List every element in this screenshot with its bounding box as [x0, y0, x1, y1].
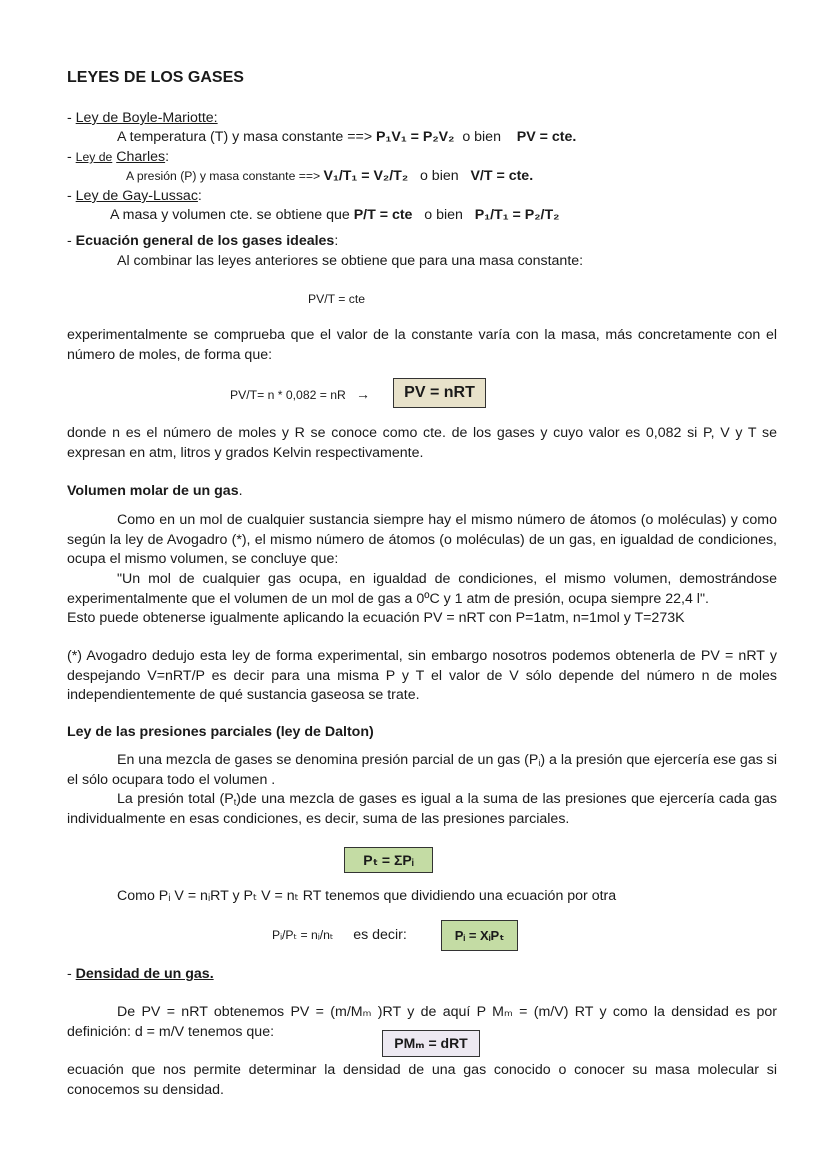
avogadro-note: (*) Avogadro dedujo esta ley de forma experimental, sin embargo nosotros podemos obtenerla de PV = nRT y despejando V=nRT/P es decir para una misma P y T el valor de V sólo depende del número n de moles independientemente de qué sustancia gaseosa se trate. — [67, 648, 777, 704]
arrow-icon: → — [356, 386, 371, 402]
sub: t — [233, 797, 237, 807]
ideal-gas-box: PV = nRT — [393, 378, 486, 408]
total-pressure-box: Pₜ = ΣPᵢ — [344, 847, 433, 873]
charles-or: o bien — [419, 168, 459, 184]
charles-statement — [126, 167, 533, 186]
boyle-equation: P₁V₁ = P₂V₂ — [376, 129, 455, 145]
general-heading-text: Ecuación general de los gases ideales — [75, 233, 335, 249]
molar-p2: "Un mol de cualquier gas ocupa, en igualdad de condiciones, el mismo volumen, demostrándose experimentalmente que el volumen de un mol de gas a 0ºC y 1 atm de presión, ocupa siempre 22,4 l". — [67, 571, 777, 607]
colon: : — [334, 233, 339, 249]
gaylussac-or: o bien — [424, 207, 463, 223]
colon: : — [197, 188, 202, 204]
dalton-p2 — [67, 790, 777, 829]
dalton-p1a: En una mezcla de gases se denomina presión parcial de un gas (P — [117, 752, 539, 768]
charles-heading — [67, 148, 169, 167]
boyle-heading — [67, 109, 218, 128]
ratio-text: Pᵢ/Pₜ = nᵢ/nₜ — [272, 928, 334, 942]
molar-p1: Como en un mol de cualquier sustancia siempre hay el mismo número de átomos (o moléculas) y como según la ley de Avogadro (*), el mismo número de átomos (o moléculas) de un gas, en igualdad de condiciones, ocupa el mismo volumen, se concluye que: — [67, 512, 777, 568]
partial-pressure-box: Pᵢ = XᵢPₜ — [441, 920, 518, 951]
gaylussac-heading — [67, 187, 202, 206]
general-paragraph2: donde n es el número de moles y R se conoce como cte. de los gases y cuyo valor es 0,082 si P, V y T se expresan en atm, litros y grados Kelvin respectivamente. — [67, 425, 777, 461]
charles-prefix: Ley de — [75, 150, 113, 164]
general-formula2 — [230, 385, 370, 405]
density-p2: ecuación que nos permite determinar la densidad de una gas conocido o conocer su masa molecular si conocemos su densidad. — [67, 1062, 777, 1098]
boyle-statement — [117, 128, 576, 147]
charles-text: A presión (P) y masa constante ==> — [126, 169, 324, 183]
molar-heading — [67, 482, 243, 501]
formula2-text: PV/T= n * 0,082 = nR — [230, 388, 346, 402]
density-p1: De PV = nRT obtenemos PV = (m/Mₘ )RT y de aquí P Mₘ = (m/V) RT y como la densidad es por definición: d = m/V tenemos que: — [67, 1004, 777, 1040]
dalton-p1b: ) a la presión que ejercería ese gas si el sólo ocupara todo el volumen . — [67, 752, 778, 788]
dash: - — [67, 966, 76, 982]
es-decir-text: es decir: — [353, 927, 407, 943]
dash: - — [67, 149, 76, 165]
general-intro: Al combinar las leyes anteriores se obtiene que para una masa constante: — [117, 253, 584, 269]
dash: - — [67, 233, 76, 249]
density-box: PMₘ = dRT — [382, 1030, 480, 1057]
charles-law-name: Charles — [116, 149, 166, 165]
general-formula: PV/T = cte — [308, 292, 366, 306]
boyle-text: A temperatura (T) y masa constante ==> — [117, 129, 377, 145]
boyle-constant: PV = cte. — [516, 129, 577, 145]
charles-equation: V₁/T₁ = V₂/T₂ — [323, 168, 409, 184]
dalton-p1 — [67, 751, 777, 790]
page-title: LEYES DE LOS GASES — [67, 69, 244, 86]
dot: . — [238, 483, 243, 499]
molar-heading-text: Volumen molar de un gas — [67, 483, 239, 499]
molar-p3: Esto puede obtenerse igualmente aplicando la ecuación PV = nRT con P=1atm, n=1mol y T=273K — [67, 610, 685, 626]
general-paragraph: experimentalmente se comprueba que el valor de la constante varía con la masa, más concretamente con el número de moles, de forma que: — [67, 327, 777, 363]
gaylussac-constant: P₁/T₁ = P₂/T₂ — [474, 207, 560, 223]
general-heading — [67, 232, 338, 251]
dalton-ratio — [272, 926, 407, 945]
gaylussac-statement — [110, 206, 559, 225]
dalton-p2b: )de una mezcla de gases es igual a la suma de las presiones que ejercería cada gas individualmente en esas condiciones, es decir, suma de las presiones parciales. — [67, 791, 777, 827]
charles-constant: V/T = cte. — [470, 168, 534, 184]
density-heading — [67, 965, 214, 984]
dalton-p2a: La presión total (P — [117, 791, 234, 807]
dalton-como: Como Pᵢ V = nᵢRT y Pₜ V = nₜ RT tenemos que dividiendo una ecuación por otra — [117, 888, 617, 904]
density-heading-text: Densidad de un gas. — [75, 966, 214, 982]
dash: - — [67, 110, 76, 126]
sub: i — [538, 758, 541, 768]
colon: : — [165, 149, 170, 165]
boyle-law-name: Ley de Boyle-Mariotte: — [75, 110, 218, 126]
dash: - — [67, 188, 76, 204]
gaylussac-text: A masa y volumen cte. se obtiene que — [110, 207, 354, 223]
gaylussac-law-name: Ley de Gay-Lussac — [75, 188, 198, 204]
gaylussac-equation: P/T = cte — [353, 207, 413, 223]
boyle-or: o bien — [462, 129, 501, 145]
dalton-heading: Ley de las presiones parciales (ley de Dalton) — [67, 724, 374, 740]
